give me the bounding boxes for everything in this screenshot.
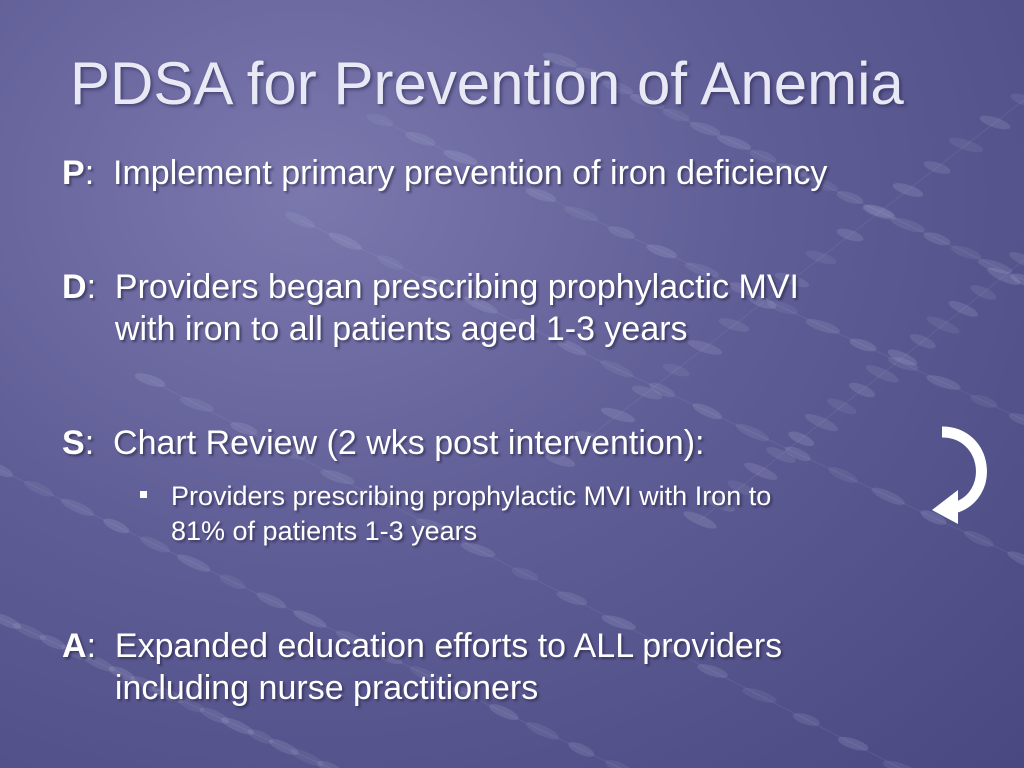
plan-text: Implement primary prevention of iron deficiency — [113, 154, 828, 192]
act-key: A — [62, 627, 87, 665]
act-line-1: Expanded education efforts to ALL providers — [114, 627, 783, 665]
act-line-2: including nurse practitioners — [114, 669, 539, 707]
do-line-2: with iron to all patients aged 1-3 years — [114, 310, 688, 348]
pdsa-do — [62, 266, 962, 350]
do-key: D — [62, 268, 87, 306]
study-key: S — [62, 424, 85, 462]
background-ellipse — [1006, 548, 1024, 572]
do-line-1: Providers began prescribing prophylactic MVI — [114, 268, 800, 306]
square-bullet-icon — [140, 491, 147, 498]
study-sub-line-2: 81% of patients 1-3 years — [171, 516, 478, 546]
background-ellipse — [1007, 249, 1024, 271]
act-separator: : — [86, 627, 115, 665]
act-text — [115, 625, 782, 709]
study-sub-line-1: Providers prescribing prophylactic MVI with Iron to — [171, 481, 772, 511]
slide-title: PDSA for Prevention of Anemia — [70, 50, 904, 117]
do-separator: : — [86, 268, 115, 306]
study-separator: : — [84, 424, 114, 462]
study-text: Chart Review (2 wks post intervention): — [113, 424, 705, 462]
do-text — [115, 266, 799, 350]
pdsa-plan — [62, 152, 962, 194]
plan-key: P — [62, 154, 85, 192]
cycle-arrow-icon — [928, 424, 994, 524]
pdsa-study — [62, 422, 962, 464]
study-sub-text — [171, 479, 940, 549]
background-ellipse — [0, 460, 15, 481]
study-sub-bullet — [140, 479, 940, 549]
pdsa-act — [62, 625, 962, 709]
background-ellipse — [881, 758, 918, 768]
plan-separator: : — [84, 154, 114, 192]
